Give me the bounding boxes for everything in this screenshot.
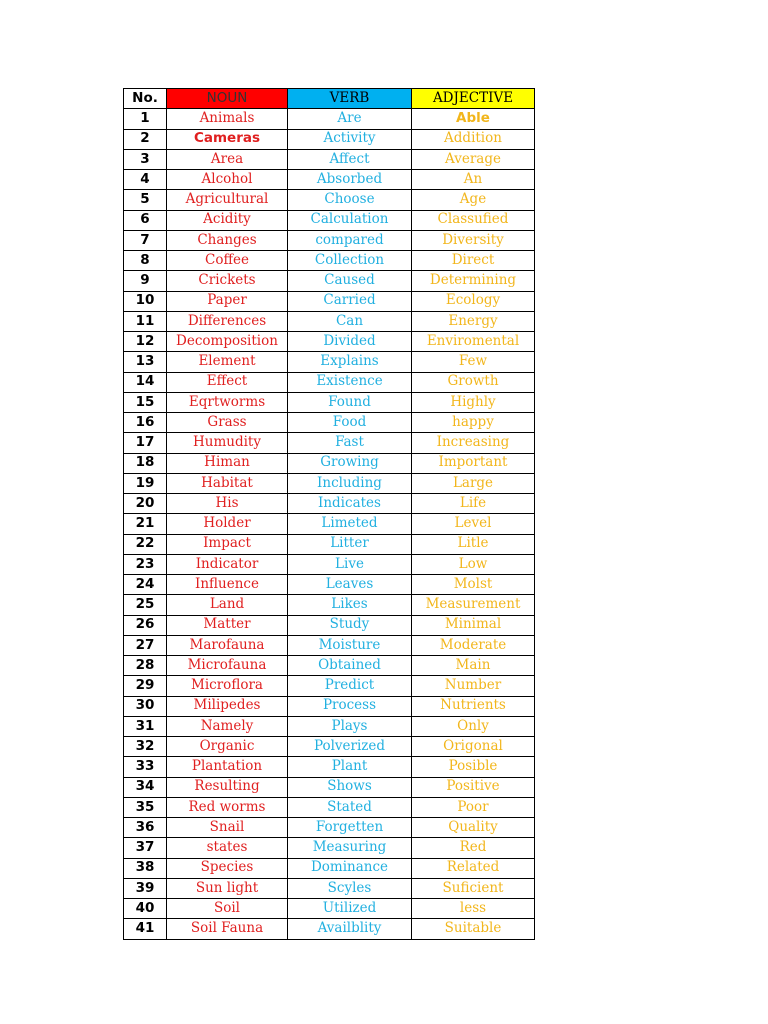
verb-cell: Choose [288,190,412,210]
noun-cell: Animals [167,109,288,129]
row-number: 6 [124,210,167,230]
verb-cell: Existence [288,372,412,392]
noun-cell: Acidity [167,210,288,230]
verb-cell: Moisture [288,635,412,655]
row-number: 35 [124,797,167,817]
verb-cell: Predict [288,676,412,696]
noun-cell: Paper [167,291,288,311]
row-number: 13 [124,352,167,372]
adjective-cell: Measurement [412,595,535,615]
row-number: 40 [124,899,167,919]
verb-cell: Carried [288,291,412,311]
adjective-cell: Addition [412,129,535,149]
verb-cell: Can [288,311,412,331]
table-row [124,473,535,493]
noun-cell: Species [167,858,288,878]
verb-cell: Caused [288,271,412,291]
header-adjective: ADJECTIVE [412,89,535,109]
adjective-cell: Low [412,554,535,574]
noun-cell: Area [167,149,288,169]
noun-cell: Effect [167,372,288,392]
adjective-cell: Growth [412,372,535,392]
noun-cell: Element [167,352,288,372]
row-number: 4 [124,170,167,190]
row-number: 15 [124,392,167,412]
verb-cell: Obtained [288,656,412,676]
adjective-cell: Main [412,656,535,676]
table-row [124,251,535,271]
verb-cell: Utilized [288,899,412,919]
table-row [124,129,535,149]
adjective-cell: Life [412,494,535,514]
adjective-cell: Enviromental [412,332,535,352]
noun-cell: Humudity [167,433,288,453]
table-row [124,676,535,696]
table-row [124,392,535,412]
noun-cell: Coffee [167,251,288,271]
table-row [124,575,535,595]
row-number: 39 [124,878,167,898]
adjective-cell: Origonal [412,737,535,757]
table-row [124,696,535,716]
row-number: 8 [124,251,167,271]
verb-cell: Litter [288,534,412,554]
table-body [124,109,535,939]
noun-cell: Eqrtworms [167,392,288,412]
adjective-cell: Direct [412,251,535,271]
adjective-cell: Red [412,838,535,858]
row-number: 32 [124,737,167,757]
table-row [124,838,535,858]
noun-cell: Namely [167,716,288,736]
row-number: 34 [124,777,167,797]
row-number: 37 [124,838,167,858]
table-row [124,453,535,473]
noun-cell: Red worms [167,797,288,817]
adjective-cell: Able [412,109,535,129]
noun-cell: Matter [167,615,288,635]
verb-cell: Indicates [288,494,412,514]
adjective-cell: Level [412,514,535,534]
row-number: 18 [124,453,167,473]
table-row [124,291,535,311]
row-number: 9 [124,271,167,291]
row-number: 3 [124,149,167,169]
adjective-cell: Large [412,473,535,493]
row-number: 10 [124,291,167,311]
row-number: 31 [124,716,167,736]
adjective-cell: Age [412,190,535,210]
table-row [124,514,535,534]
noun-cell: Land [167,595,288,615]
header-noun: NOUN [167,89,288,109]
verb-cell: Including [288,473,412,493]
adjective-cell: Only [412,716,535,736]
table-row [124,615,535,635]
verb-cell: Live [288,554,412,574]
adjective-cell: Nutrients [412,696,535,716]
adjective-cell: Poor [412,797,535,817]
verb-cell: Explains [288,352,412,372]
row-number: 1 [124,109,167,129]
row-number: 12 [124,332,167,352]
header-no: No. [124,89,167,109]
noun-cell: Cameras [167,129,288,149]
adjective-cell: Positive [412,777,535,797]
header-row [124,89,535,109]
vocabulary-table [123,88,535,940]
verb-cell: Availblity [288,919,412,939]
adjective-cell: Average [412,149,535,169]
table-row [124,271,535,291]
noun-cell: Alcohol [167,170,288,190]
table-row [124,757,535,777]
verb-cell: Likes [288,595,412,615]
table-row [124,372,535,392]
table-row [124,534,535,554]
table-row [124,149,535,169]
row-number: 5 [124,190,167,210]
row-number: 21 [124,514,167,534]
verb-cell: Fast [288,433,412,453]
noun-cell: Differences [167,311,288,331]
table-row [124,919,535,939]
adjective-cell: Moderate [412,635,535,655]
table-row [124,554,535,574]
row-number: 7 [124,230,167,250]
verb-cell: Food [288,413,412,433]
row-number: 25 [124,595,167,615]
adjective-cell: Diversity [412,230,535,250]
row-number: 17 [124,433,167,453]
noun-cell: Organic [167,737,288,757]
noun-cell: Microflora [167,676,288,696]
table-row [124,494,535,514]
verb-cell: Stated [288,797,412,817]
noun-cell: Marofauna [167,635,288,655]
verb-cell: Growing [288,453,412,473]
table-row [124,332,535,352]
table-row [124,737,535,757]
adjective-cell: Classufied [412,210,535,230]
table-row [124,878,535,898]
noun-cell: Milipedes [167,696,288,716]
verb-cell: Forgetten [288,818,412,838]
adjective-cell: Energy [412,311,535,331]
verb-cell: Absorbed [288,170,412,190]
adjective-cell: Suitable [412,919,535,939]
adjective-cell: Number [412,676,535,696]
row-number: 19 [124,473,167,493]
adjective-cell: An [412,170,535,190]
verb-cell: Dominance [288,858,412,878]
noun-cell: Resulting [167,777,288,797]
row-number: 20 [124,494,167,514]
adjective-cell: Minimal [412,615,535,635]
adjective-cell: Determining [412,271,535,291]
adjective-cell: less [412,899,535,919]
table-row [124,210,535,230]
table-row [124,413,535,433]
adjective-cell: Increasing [412,433,535,453]
noun-cell: Holder [167,514,288,534]
noun-cell: Snail [167,818,288,838]
verb-cell: Leaves [288,575,412,595]
adjective-cell: Few [412,352,535,372]
table-row [124,230,535,250]
adjective-cell: Quality [412,818,535,838]
noun-cell: Indicator [167,554,288,574]
verb-cell: Limeted [288,514,412,534]
noun-cell: Soil Fauna [167,919,288,939]
noun-cell: Himan [167,453,288,473]
noun-cell: Influence [167,575,288,595]
adjective-cell: Highly [412,392,535,412]
table-row [124,716,535,736]
noun-cell: Habitat [167,473,288,493]
verb-cell: Plant [288,757,412,777]
row-number: 38 [124,858,167,878]
verb-cell: Divided [288,332,412,352]
verb-cell: Study [288,615,412,635]
row-number: 11 [124,311,167,331]
adjective-cell: Important [412,453,535,473]
verb-cell: Calculation [288,210,412,230]
noun-cell: Decomposition [167,332,288,352]
table-row [124,858,535,878]
verb-cell: Scyles [288,878,412,898]
table-row [124,109,535,129]
table-row [124,311,535,331]
verb-cell: Measuring [288,838,412,858]
table-row [124,656,535,676]
verb-cell: Activity [288,129,412,149]
adjective-cell: Related [412,858,535,878]
verb-cell: Affect [288,149,412,169]
row-number: 28 [124,656,167,676]
noun-cell: Agricultural [167,190,288,210]
adjective-cell: Suficient [412,878,535,898]
row-number: 24 [124,575,167,595]
row-number: 16 [124,413,167,433]
noun-cell: Grass [167,413,288,433]
row-number: 2 [124,129,167,149]
table-row [124,777,535,797]
row-number: 36 [124,818,167,838]
table-row [124,899,535,919]
row-number: 41 [124,919,167,939]
verb-cell: Polverized [288,737,412,757]
verb-cell: Plays [288,716,412,736]
noun-cell: Impact [167,534,288,554]
adjective-cell: Posible [412,757,535,777]
adjective-cell: Molst [412,575,535,595]
noun-cell: Microfauna [167,656,288,676]
verb-cell: Process [288,696,412,716]
verb-cell: Collection [288,251,412,271]
table-row [124,635,535,655]
row-number: 30 [124,696,167,716]
table-row [124,595,535,615]
noun-cell: Sun light [167,878,288,898]
noun-cell: Soil [167,899,288,919]
table-row [124,818,535,838]
row-number: 23 [124,554,167,574]
table-row [124,190,535,210]
noun-cell: Crickets [167,271,288,291]
noun-cell: states [167,838,288,858]
adjective-cell: happy [412,413,535,433]
row-number: 14 [124,372,167,392]
verb-cell: Found [288,392,412,412]
row-number: 29 [124,676,167,696]
row-number: 22 [124,534,167,554]
table-row [124,797,535,817]
row-number: 33 [124,757,167,777]
verb-cell: Shows [288,777,412,797]
noun-cell: Changes [167,230,288,250]
table-row [124,433,535,453]
noun-cell: Plantation [167,757,288,777]
table-row [124,170,535,190]
table-row [124,352,535,372]
adjective-cell: Ecology [412,291,535,311]
verb-cell: compared [288,230,412,250]
adjective-cell: Litle [412,534,535,554]
header-verb: VERB [288,89,412,109]
row-number: 26 [124,615,167,635]
noun-cell: His [167,494,288,514]
verb-cell: Are [288,109,412,129]
row-number: 27 [124,635,167,655]
